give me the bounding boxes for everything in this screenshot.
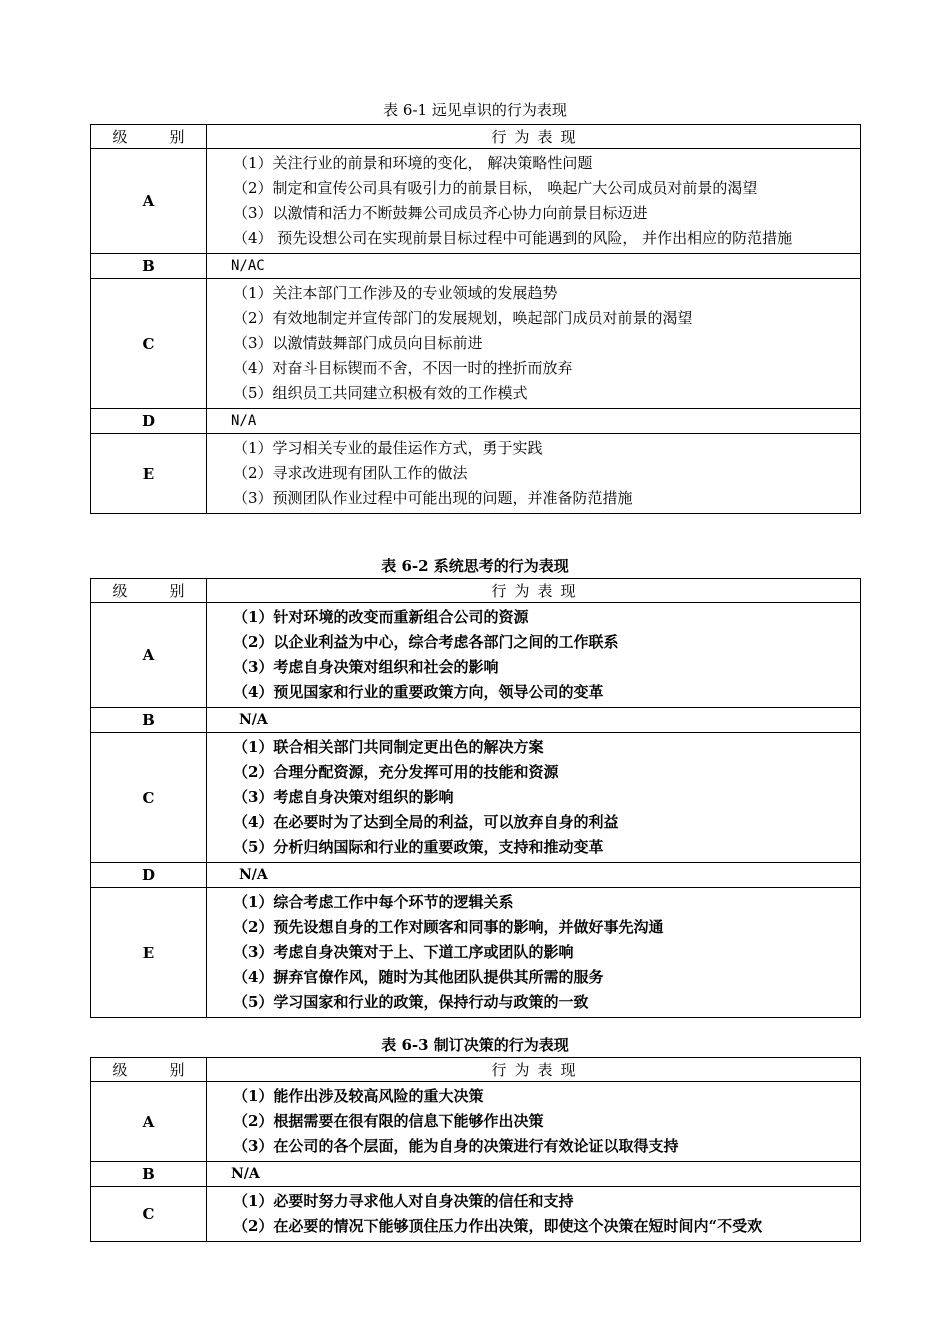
list-item: （3）在公司的各个层面，能为自身的决策进行有效论证以取得支持	[233, 1137, 679, 1155]
list-item: （3）考虑自身决策对组织的影响	[233, 788, 454, 806]
table-caption: 表 6-1 远见卓识的行为表现	[383, 101, 567, 119]
behavior-table-systems-thinking	[90, 578, 861, 1018]
list-item: （5）分析归纳国际和行业的重要政策，支持和推动变革	[233, 838, 604, 856]
table-caption: 表 6-2 系统思考的行为表现	[381, 557, 569, 575]
table-row	[91, 254, 861, 279]
list-item: （5）组织员工共同建立积极有效的工作模式	[233, 384, 528, 402]
level-cell: D	[91, 863, 207, 888]
list-item: （1）能作出涉及较高风险的重大决策	[233, 1087, 484, 1105]
table-row	[91, 863, 861, 888]
behavior-cell	[207, 1082, 861, 1162]
behavior-cell	[207, 603, 861, 708]
header-level	[91, 125, 207, 149]
list-item: （1）综合考虑工作中每个环节的逻辑关系	[233, 893, 514, 911]
level-cell: E	[91, 434, 207, 514]
list-item: （2）根据需要在很有限的信息下能够作出决策	[233, 1112, 544, 1130]
level-cell: A	[91, 149, 207, 254]
level-cell: B	[91, 1162, 207, 1187]
level-cell: B	[91, 254, 207, 279]
list-item: （3）考虑自身决策对组织和社会的影响	[233, 658, 499, 676]
header-level-char: 别	[169, 128, 185, 146]
list-item: （3）考虑自身决策对于上、下道工序或团队的影响	[233, 943, 574, 961]
list-item: （5）学习国家和行业的政策，保持行动与政策的一致	[233, 993, 589, 1011]
header-behavior: 行为表现	[207, 1058, 861, 1082]
list-item: （3）以激情鼓舞部门成员向目标前进	[233, 334, 483, 352]
na-cell: N/A	[207, 708, 861, 733]
table-header-row	[91, 125, 861, 149]
list-item: （4）摒弃官僚作风，随时为其他团队提供其所需的服务	[233, 968, 604, 986]
header-level	[91, 579, 207, 603]
list-item: （2）制定和宣传公司具有吸引力的前景目标， 唤起广大公司成员对前景的渴望	[233, 179, 758, 197]
table-row	[91, 888, 861, 1018]
table-header-row	[91, 1058, 861, 1082]
behavior-table-decision-making	[90, 1057, 861, 1242]
header-level-char: 级	[112, 128, 128, 146]
list-item: （4）预见国家和行业的重要政策方向，领导公司的变革	[233, 683, 604, 701]
level-cell: E	[91, 888, 207, 1018]
behavior-cell	[207, 1187, 861, 1242]
header-level-char: 别	[169, 1061, 185, 1079]
list-item: （2）在必要的情况下能够顶住压力作出决策，即使这个决策在短时间内“不受欢	[233, 1217, 763, 1235]
table-row	[91, 733, 861, 863]
behavior-table-vision	[90, 124, 861, 514]
table-row	[91, 708, 861, 733]
level-cell: A	[91, 1082, 207, 1162]
table-row	[91, 279, 861, 409]
behavior-cell	[207, 434, 861, 514]
table-row	[91, 149, 861, 254]
list-item: （2）寻求改进现有团队工作的做法	[233, 464, 468, 482]
table-caption: 表 6-3 制订决策的行为表现	[381, 1036, 569, 1054]
list-item: （4）对奋斗目标锲而不舍，不因一时的挫折而放弃	[233, 359, 573, 377]
table-row	[91, 409, 861, 434]
list-item: （4） 预先设想公司在实现前景目标过程中可能遇到的风险， 并作出相应的防范措施	[233, 229, 793, 247]
list-item: （1）关注本部门工作涉及的专业领域的发展趋势	[233, 284, 558, 302]
na-cell: N/AC	[207, 254, 861, 279]
list-item: （1）联合相关部门共同制定更出色的解决方案	[233, 738, 544, 756]
behavior-cell	[207, 279, 861, 409]
list-item: （3）预测团队作业过程中可能出现的问题，并准备防范措施	[233, 489, 633, 507]
level-cell: C	[91, 1187, 207, 1242]
level-cell: C	[91, 279, 207, 409]
level-cell: B	[91, 708, 207, 733]
list-item: （1）关注行业的前景和环境的变化， 解决策略性问题	[233, 154, 593, 172]
header-level-char: 级	[112, 582, 128, 600]
na-cell: N/A	[207, 863, 861, 888]
table-row	[91, 434, 861, 514]
list-item: （2）合理分配资源，充分发挥可用的技能和资源	[233, 763, 559, 781]
table-row	[91, 1187, 861, 1242]
header-behavior: 行为表现	[207, 125, 861, 149]
list-item: （2）预先设想自身的工作对顾客和同事的影响，并做好事先沟通	[233, 918, 664, 936]
header-level	[91, 1058, 207, 1082]
list-item: （1）必要时努力寻求他人对自身决策的信任和支持	[233, 1192, 574, 1210]
behavior-cell	[207, 149, 861, 254]
list-item: （1）学习相关专业的最佳运作方式，勇于实践	[233, 439, 543, 457]
table-row	[91, 1082, 861, 1162]
list-item: （2）有效地制定并宣传部门的发展规划，唤起部门成员对前景的渴望	[233, 309, 693, 327]
table-header-row	[91, 579, 861, 603]
header-level-char: 级	[112, 1061, 128, 1079]
list-item: （1）针对环境的改变而重新组合公司的资源	[233, 608, 529, 626]
level-cell: D	[91, 409, 207, 434]
list-item: （2）以企业利益为中心，综合考虑各部门之间的工作联系	[233, 633, 619, 651]
behavior-cell	[207, 888, 861, 1018]
level-cell: C	[91, 733, 207, 863]
table-row	[91, 1162, 861, 1187]
level-cell: A	[91, 603, 207, 708]
na-cell: N/A	[207, 1162, 861, 1187]
na-cell: N/A	[207, 409, 861, 434]
table-row	[91, 603, 861, 708]
header-level-char: 别	[169, 582, 185, 600]
list-item: （3）以激情和活力不断鼓舞公司成员齐心协力向前景目标迈进	[233, 204, 648, 222]
header-behavior: 行为表现	[207, 579, 861, 603]
behavior-cell	[207, 733, 861, 863]
list-item: （4）在必要时为了达到全局的利益，可以放弃自身的利益	[233, 813, 619, 831]
